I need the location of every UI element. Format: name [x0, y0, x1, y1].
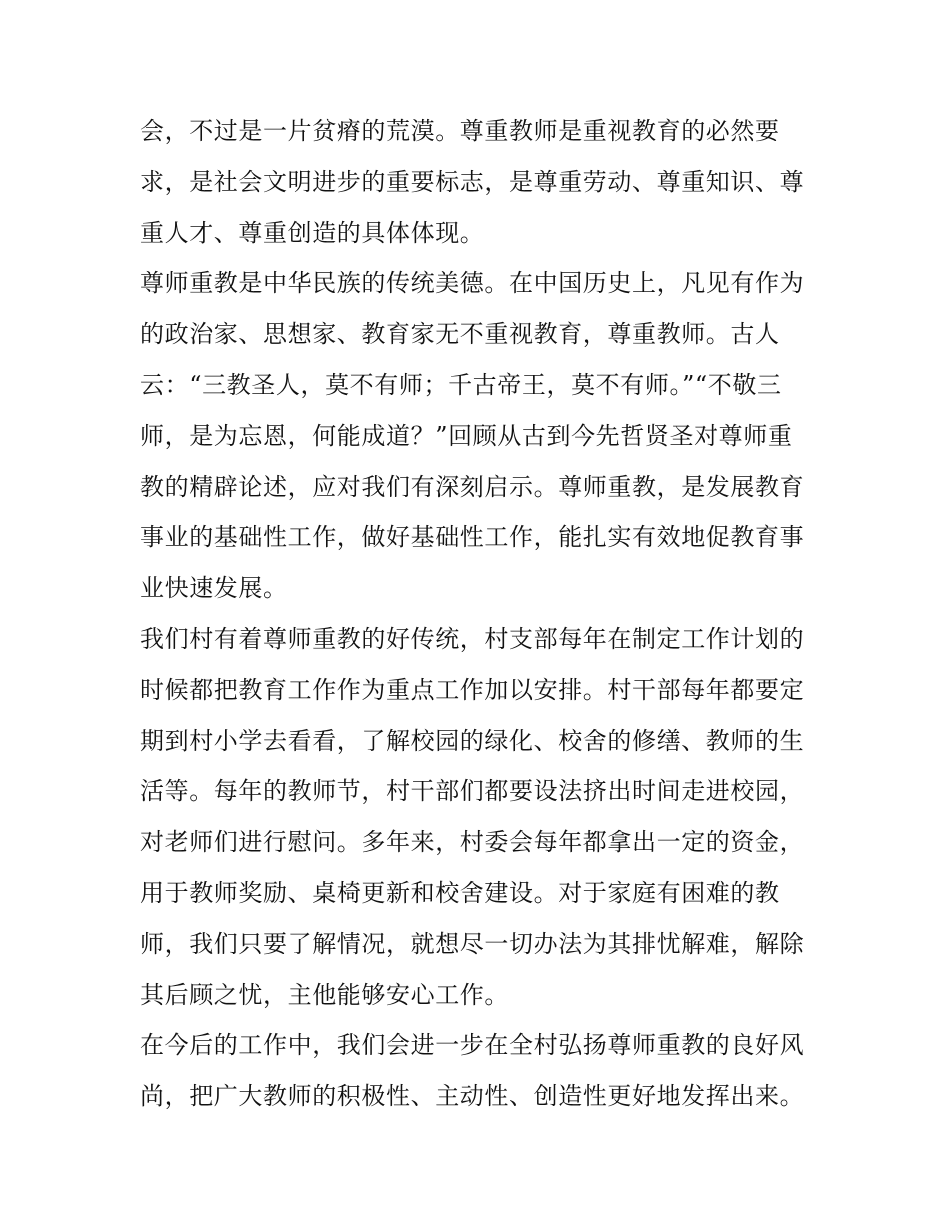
text-line-6: 云：“三教圣人，莫不有师；千古帝王，莫不有师。”“不敬三	[140, 370, 782, 399]
document-body	[140, 106, 820, 1122]
text-line-4: 尊师重教是中华民族的传统美德。在中国历史上，凡见有作为	[140, 269, 805, 298]
text-line-3: 重人才、尊重创造的具体体现。	[140, 218, 485, 247]
text-line-1: 会，不过是一片贫瘠的荒漠。尊重教师是重视教育的必然要	[140, 117, 780, 145]
text-line-7: 师，是为忘恩，何能成道？”回顾从古到今先哲贤圣对尊师重	[140, 421, 793, 450]
text-line-13: 期到村小学去看看，了解校园的绿化、校舍的修缮、教师的生	[140, 726, 805, 755]
text-line-20: 尚，把广大教师的积极性、主动性、创造性更好地发挥出来。	[140, 1082, 805, 1111]
text-line-9: 事业的基础性工作，做好基础性工作，能扎实有效地促教育事	[140, 523, 805, 552]
text-line-14: 活等。每年的教师节，村干部们都要设法挤出时间走进校园，	[140, 777, 805, 806]
text-line-18: 其后顾之忧，主他能够安心工作。	[140, 980, 509, 1009]
text-line-2: 求，是社会文明进步的重要标志，是尊重劳动、尊重知识、尊	[140, 167, 805, 196]
text-line-10: 业快速发展。	[140, 574, 288, 603]
text-line-5: 的政治家、思想家、教育家无不重视教育，尊重教师。古人	[140, 320, 780, 349]
text-line-19: 在今后的工作中，我们会进一步在全村弘扬尊师重教的良好风	[140, 1031, 805, 1060]
text-line-16: 用于教师奖励、桌椅更新和校舍建设。对于家庭有困难的教	[140, 878, 780, 907]
text-line-12: 时候都把教育工作作为重点工作加以安排。村干部每年都要定	[140, 675, 805, 704]
text-line-8: 教的精辟论述，应对我们有深刻启示。尊师重教，是发展教育	[140, 472, 805, 501]
text-line-11: 我们村有着尊师重教的好传统，村支部每年在制定工作计划的	[140, 624, 805, 653]
text-line-15: 对老师们进行慰问。多年来，村委会每年都拿出一定的资金，	[140, 828, 805, 857]
text-line-17: 师，我们只要了解情况，就想尽一切办法为其排忧解难，解除	[140, 929, 805, 958]
